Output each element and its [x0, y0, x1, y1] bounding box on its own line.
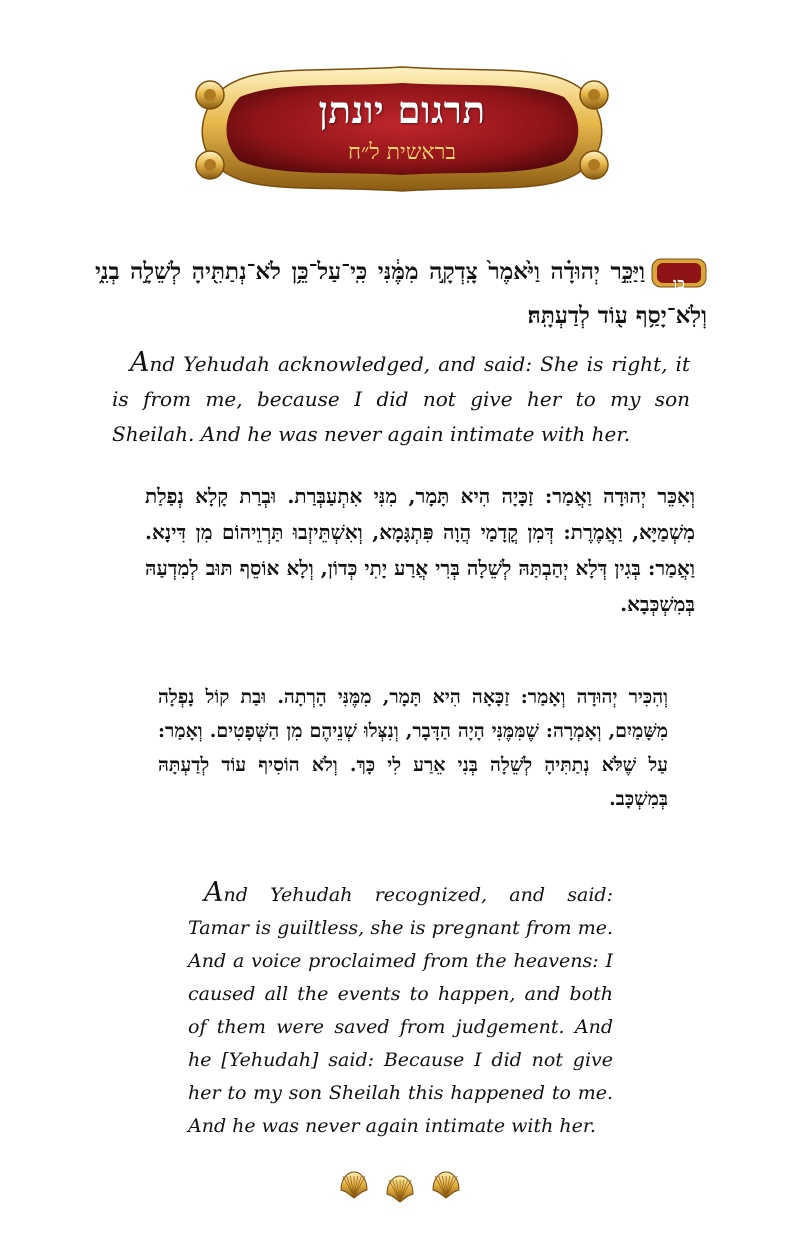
hebrew-translation: וְהִכִּיר יְהוּדָה וְאָמַר: זַכָּאָה הִיא תָּמָר, מִמֶּנִּי הָרְתָה. וּבַת קוֹל נָפְלָה מִשָּׁמַיִם, וְאָמְרָה: שֶׁמִּמֶּנִּי הָיָה הַדָּבָר, וְנִצְּלוּ שְׁנֵיהֶם מִן הַשְּׁפָטִים. וְאָמַר: עַל שֶׁלֹּא נְתַתִּיהָ לְשֵׁלָה בְּנִי אֵרַע לִי כָּךְ. וְלֹא הוֹסִיף עוֹד לְדַעְתָּהּ בְּמִשְׁכָּב.	[158, 686, 668, 810]
drop-cap: A	[130, 347, 150, 378]
verse-number: כו	[673, 274, 685, 293]
english-targum	[188, 876, 613, 1143]
english-translation	[112, 345, 690, 452]
english-targum-text: nd Yehudah recognized, and said: Tamar is guiltless, she is pregnant from me. And a voice proclaimed from the heavens: I caused all the events to happen, and both of them were saved from judgement. And he [Yehudah] said: Because I did not give her to my son Sheilah this happened to me. And he was never again intimate with her.	[188, 884, 613, 1137]
verse-number-badge	[651, 258, 707, 293]
shell-icon	[384, 1174, 416, 1204]
banner-title: תרגום יונתן	[318, 88, 486, 132]
banner-subtitle: בראשית ל״ח	[347, 140, 457, 165]
aramaic-targum: וְאִכֵּר יְהוּדָה וַאֲמַר: זַכָּיָה הִיא תָּמָר, מִנִּי אִתְעַבְּרַת. וּבְרַת קָלָא נְפַלַת מִשְׁמַיָּא, וַאֲמֶרֶת: דְּמִן קֳדָמַי הֲוָה פִּתְגָּמָא, וְאִשְׁתֵּיזְבוּ תַּרְוֵיהוֹם מִן דִּינָא. וַאֲמַר: בְּגִין דְּלָא יְהַבְתַּהּ לְשֵׁלָה בְּרִי אֲרַע יָתִי כְּדוֹן, וְלָא אוֹסֵף תּוּב לְמִדְעַהּ בְּמִשְׁכְּבָא.	[145, 484, 695, 616]
verse-hebrew	[95, 250, 707, 338]
verse-text: וַיַּכֵּ֣ר יְהוּדָ֗ה וַיֹּ֙אמֶר֙ צָֽדְקָ֣ה מִמֶּ֔נִּי כִּֽי־עַל־כֵּ֥ן לֹא־נְתַתִּ֖יהָ לְשֵׁלָ֣ה בְנִ֑י וְלֹֽא־יָסַ֥ף ע֖וֹד לְדַעְתָּֽהּ׃	[95, 258, 707, 329]
english-translation-text: nd Yehudah acknowledged, and said: She is right, it is from me, because I did not give her to my son Sheilah. And he was never again intimate with her.	[112, 352, 690, 446]
shell-icon	[430, 1170, 462, 1200]
drop-cap: A	[204, 877, 224, 908]
shell-decoration	[338, 1170, 462, 1204]
shell-icon	[338, 1170, 370, 1200]
title-banner	[188, 55, 616, 203]
